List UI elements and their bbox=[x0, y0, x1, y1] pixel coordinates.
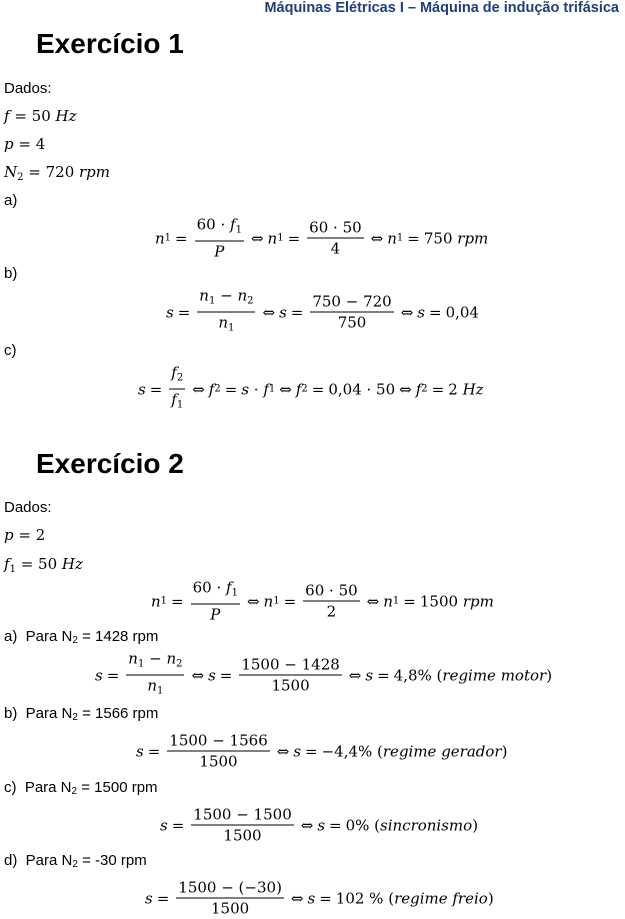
ex2-item-d-label: d) Para N2 = -30 rpm bbox=[4, 852, 147, 870]
exercise-1-title: Exercício 1 bbox=[36, 28, 184, 59]
ex1-dado-p: p = 4 bbox=[4, 135, 46, 153]
ex2-item-c-label: c) Para N2 = 1500 rpm bbox=[4, 779, 158, 797]
ex2-dados-label: Dados: bbox=[4, 499, 52, 516]
ex1-item-c-label: c) bbox=[4, 342, 17, 359]
exercise-2-title: Exercício 2 bbox=[36, 448, 184, 479]
ex1-equation-a: n 1 = $\frac{60 \cdot f_1}{P}$ ⇔ n 1 = $\frac{60 \cdot 50}{4}$ ⇔ n 1 = 750 rpm bbox=[155, 215, 489, 261]
ex2-dado-p: p = 2 bbox=[4, 526, 46, 544]
ex2-equation-n1: n 1 = $\frac{60 \cdot f_1}{P}$ ⇔ n 1 = $\frac{60 \cdot 50}{2}$ ⇔ n 1 = 1500 rpm bbox=[151, 578, 494, 624]
ex1-equation-c: s = $\frac{f_2}{f_1}$ ⇔ f 2 = s · f 1 ⇔ f 2 = 0,04 · 50 ⇔ f 2 = 2 Hz bbox=[138, 363, 484, 411]
ex1-item-a-label: a) bbox=[4, 192, 18, 209]
ex2-item-a-label: a) Para N2 = 1428 rpm bbox=[4, 628, 159, 646]
ex1-dado-f: f = 50 Hz bbox=[4, 107, 77, 125]
ex1-dados-label: Dados: bbox=[4, 80, 52, 97]
ex2-equation-c: s = $\frac{1500 - 1500}{1500}$ ⇔ s = 0% ( sincronismo ) bbox=[160, 805, 479, 845]
ex2-equation-b: s = $\frac{1500 - 1566}{1500}$ ⇔ s = −4,4% ( regime gerador ) bbox=[136, 731, 508, 771]
ex1-item-b-label: b) bbox=[4, 265, 18, 282]
ex2-equation-d: s = $\frac{1500 - (-30)}{1500}$ ⇔ s = 102 % ( regime freio ) bbox=[145, 878, 494, 918]
ex1-equation-b: s = $\frac{n_1 - n_2}{n_1}$ ⇔ s = $\frac{750 - 720}{750}$ ⇔ s = 0,04 bbox=[166, 286, 479, 334]
ex2-dado-f1: $f_1 = 50$ Hz bbox=[4, 555, 83, 575]
ex2-item-b-label: b) Para N2 = 1566 rpm bbox=[4, 705, 159, 723]
ex2-equation-a: s = $\frac{n_1 - n_2}{n_1}$ ⇔ s = $\frac{1500 - 1428}{1500}$ ⇔ s = 4,8% ( regime motor ) bbox=[95, 649, 553, 697]
running-header: Máquinas Elétricas I – Máquina de indução trifásica bbox=[264, 0, 619, 16]
ex1-dado-n2: $N_2 = 720$ rpm bbox=[4, 163, 111, 183]
